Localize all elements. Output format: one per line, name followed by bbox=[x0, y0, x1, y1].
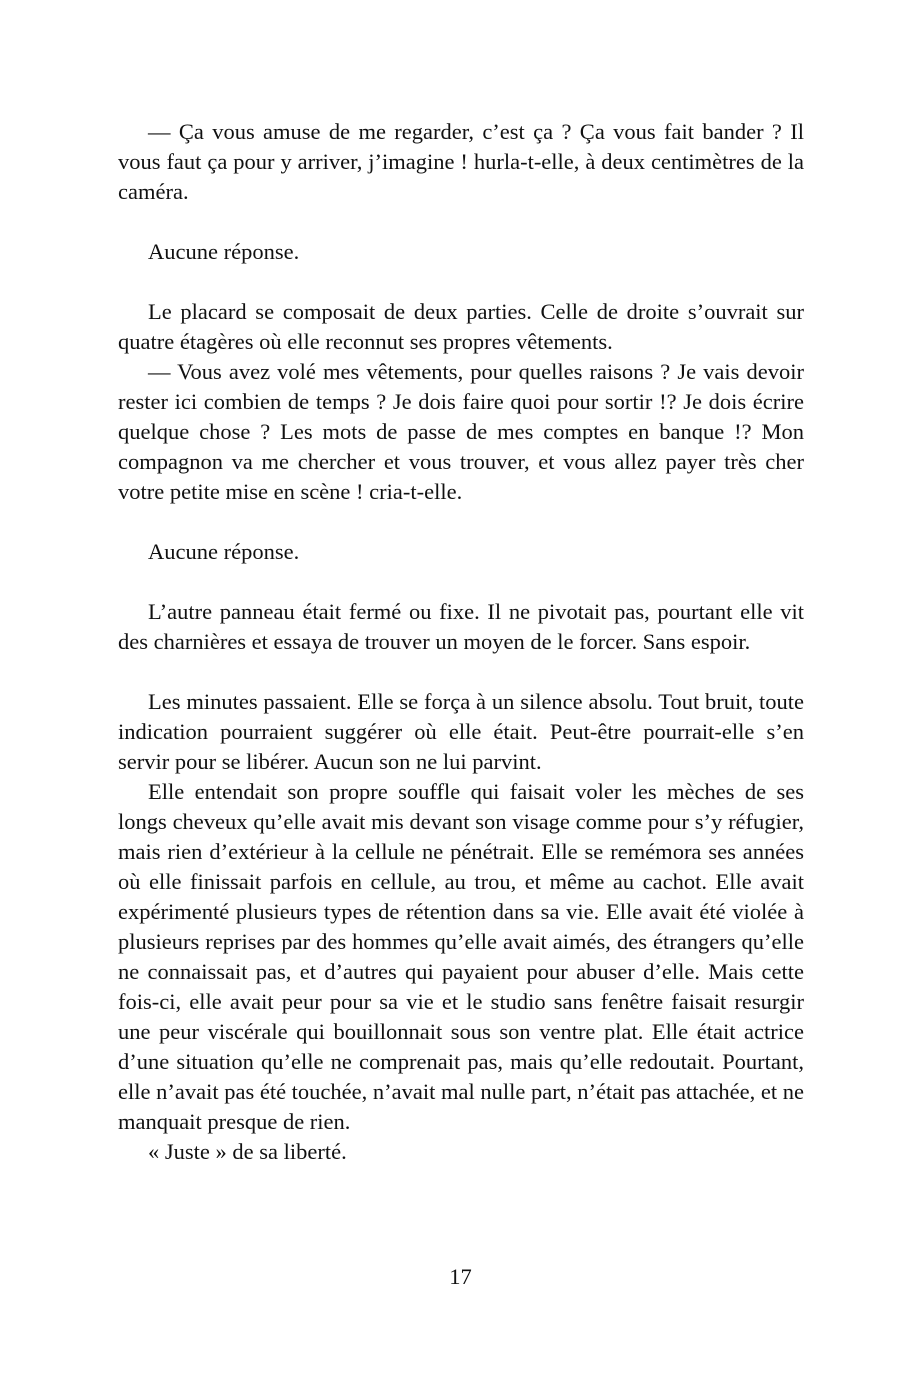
paragraph: L’autre panneau était fermé ou fixe. Il ne pivotait pas, pourtant elle vit des charnières et essaya de trouver un moyen de le forcer. Sans espoir. bbox=[118, 599, 804, 654]
paragraph: Aucune réponse. bbox=[148, 539, 300, 564]
paragraph: — Ça vous amuse de me regarder, c’est ça ? Ça vous fait bander ? Il vous faut ça pour y arriver, j’imagine ! hurla-t-elle, à deux centimètres de la caméra. bbox=[118, 119, 804, 204]
paragraph: Aucune réponse. bbox=[148, 239, 300, 264]
paragraph: Les minutes passaient. Elle se força à un silence absolu. Tout bruit, toute indication pourraient suggérer où elle était. Peut-être pourrait-elle s’en servir pour se libérer. Aucun son ne lui parvint. bbox=[118, 689, 804, 774]
paragraph: Elle entendait son propre souffle qui faisait voler les mèches de ses longs cheveux qu’elle avait mis devant son visage comme pour s’y réfugier, mais rien d’extérieur à la cellule ne pénétrait. Elle se remémora ses années où elle finissait parfois en cellule, au trou, et même au cachot. Elle avait expérimenté plusieurs types de rétention dans sa vie. Elle avait été violée à plusieurs reprises par des hommes qu’elle avait aimés, des étrangers qu’elle ne connaissait pas, et d’autres qui payaient pour abuser d’elle. Mais cette fois-ci, elle avait peur pour sa vie et le studio sans fenêtre faisait resurgir une peur viscérale qui bouillonnait sous son ventre plat. Elle était actrice d’une situation qu’elle ne comprenait pas, mais qu’elle redoutait. Pourtant, elle n’avait pas été touchée, n’avait mal nulle part, n’était pas attachée, et ne manquait presque de rien. bbox=[118, 779, 804, 1134]
page-number: 17 bbox=[449, 1264, 472, 1289]
page-body bbox=[118, 117, 804, 1167]
paragraph: « Juste » de sa liberté. bbox=[148, 1139, 347, 1164]
paragraph: — Vous avez volé mes vêtements, pour quelles raisons ? Je vais devoir rester ici combien de temps ? Je dois faire quoi pour sortir !? Je dois écrire quelque chose ? Les mots de passe de mes comptes en banque !? Mon compagnon va me chercher et vous trouver, et vous allez payer très cher votre petite mise en scène ! cria-t-elle. bbox=[118, 359, 804, 504]
paragraph: Le placard se composait de deux parties. Celle de droite s’ouvrait sur quatre étagères où elle reconnut ses propres vêtements. bbox=[118, 299, 804, 354]
